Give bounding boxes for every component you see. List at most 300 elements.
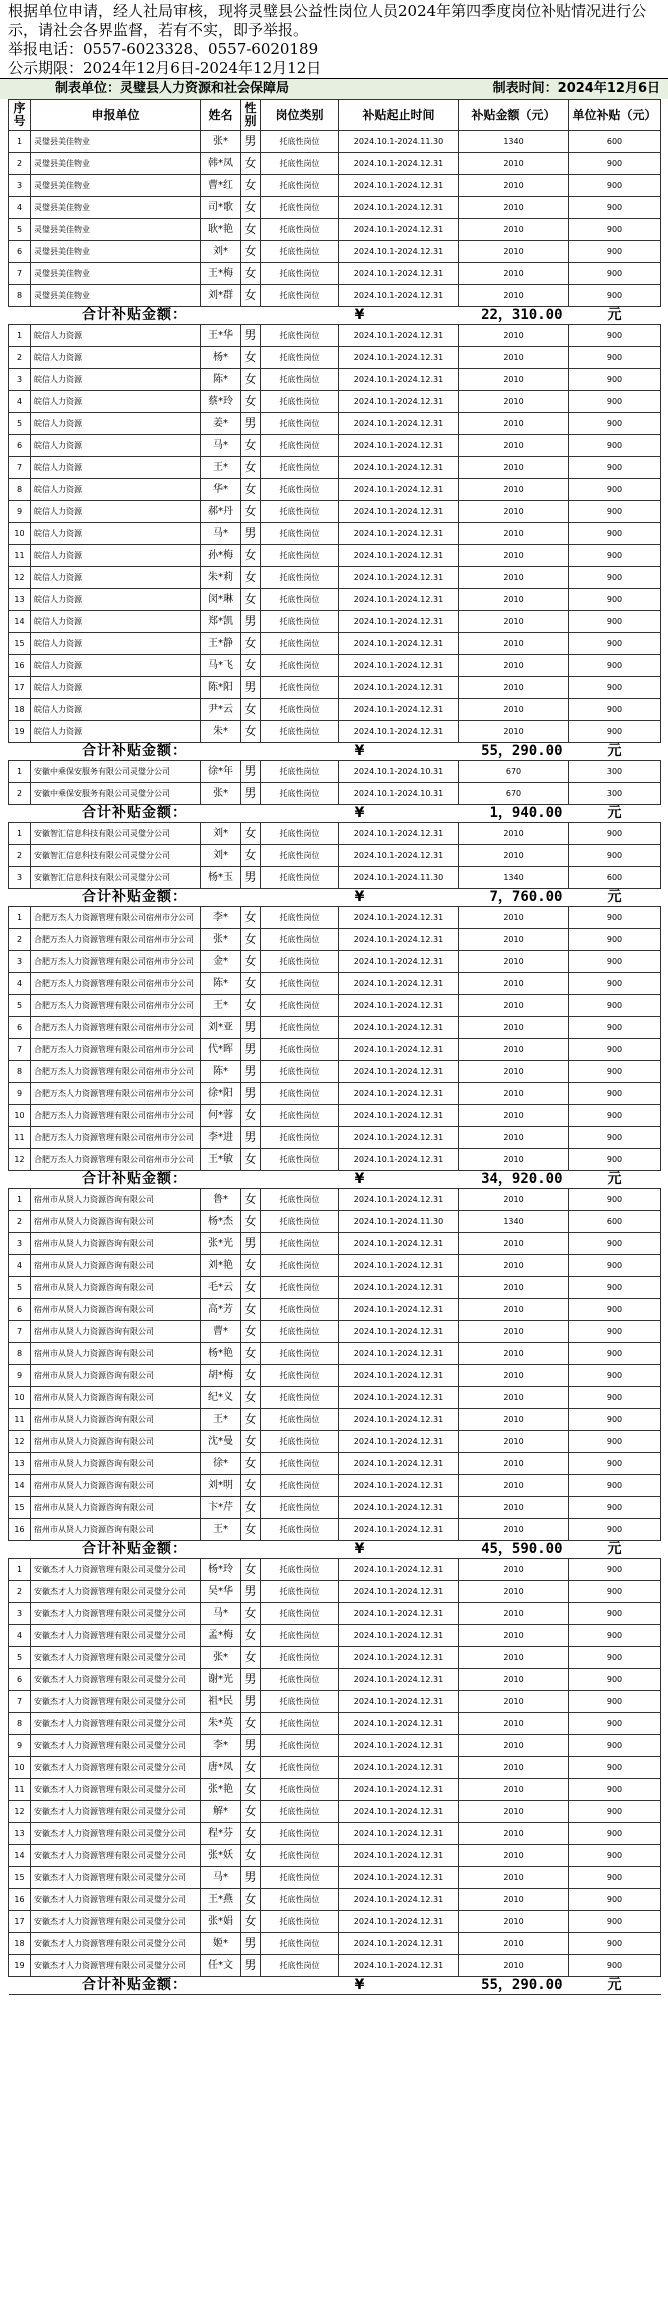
unit-cell: 合肥万杰人力资源管理有限公司宿州市分公司	[31, 1017, 201, 1039]
name-cell: 杨*玉	[201, 867, 241, 889]
seq-cell: 5	[9, 219, 31, 241]
unit-cell: 宿州市从贤人力资源咨询有限公司	[31, 1277, 201, 1299]
sex-cell: 女	[241, 1889, 261, 1911]
table-row	[9, 1039, 661, 1061]
monthly-cell: 900	[569, 1233, 661, 1255]
seq-cell: 16	[9, 1519, 31, 1541]
seq-cell: 12	[9, 567, 31, 589]
seq-cell: 1	[9, 1189, 31, 1211]
amount-cell: 2010	[459, 1845, 569, 1867]
monthly-cell: 900	[569, 1889, 661, 1911]
notice-intro: 根据单位申请，经人社局审核，现将灵璧县公益性岗位人员2024年第四季度岗位补贴情况进行公示，请社会各界监督，若有不实，即予举报。	[8, 2, 647, 39]
unit-cell: 皖信人力资源	[31, 545, 201, 567]
monthly-cell: 300	[569, 783, 661, 805]
post-cell: 托底性岗位	[261, 1127, 339, 1149]
unit-cell: 安徽杰才人力资源管理有限公司灵璧分公司	[31, 1823, 201, 1845]
seq-cell: 15	[9, 1867, 31, 1889]
seq-cell: 2	[9, 783, 31, 805]
period-cell: 2024.10.1-2024.12.31	[339, 907, 459, 929]
monthly-cell: 900	[569, 197, 661, 219]
table-row	[9, 219, 661, 241]
unit-cell: 皖信人力资源	[31, 435, 201, 457]
unit-cell: 宿州市从贤人力资源咨询有限公司	[31, 1189, 201, 1211]
yuan-unit: 元	[569, 805, 661, 823]
post-cell: 托底性岗位	[261, 369, 339, 391]
sex-cell: 女	[241, 1625, 261, 1647]
seq-cell: 9	[9, 1365, 31, 1387]
seq-cell: 13	[9, 589, 31, 611]
monthly-cell: 900	[569, 1603, 661, 1625]
yuan-unit: 元	[569, 1977, 661, 1995]
post-cell: 托底性岗位	[261, 1475, 339, 1497]
sex-cell: 男	[241, 325, 261, 347]
period-cell: 2024.10.1-2024.12.31	[339, 1453, 459, 1475]
period-cell: 2024.10.1-2024.12.31	[339, 369, 459, 391]
sex-cell: 男	[241, 1039, 261, 1061]
name-cell: 刘*亚	[201, 1017, 241, 1039]
name-cell: 张*	[201, 131, 241, 153]
amount-cell: 2010	[459, 1127, 569, 1149]
unit-cell: 宿州市从贤人力资源咨询有限公司	[31, 1497, 201, 1519]
period-cell: 2024.10.1-2024.12.31	[339, 589, 459, 611]
sex-cell: 女	[241, 907, 261, 929]
sex-cell: 男	[241, 1127, 261, 1149]
unit-cell: 灵璧县美佳物业	[31, 241, 201, 263]
monthly-cell: 900	[569, 929, 661, 951]
sex-cell: 女	[241, 655, 261, 677]
unit-cell: 宿州市从贤人力资源咨询有限公司	[31, 1299, 201, 1321]
monthly-cell: 900	[569, 1519, 661, 1541]
post-cell: 托底性岗位	[261, 845, 339, 867]
unit-cell: 合肥万杰人力资源管理有限公司宿州市分公司	[31, 1127, 201, 1149]
period-cell: 2024.10.1-2024.12.31	[339, 457, 459, 479]
table-row	[9, 1387, 661, 1409]
post-cell: 托底性岗位	[261, 131, 339, 153]
post-cell: 托底性岗位	[261, 699, 339, 721]
table-row	[9, 1559, 661, 1581]
name-cell: 陈*阳	[201, 677, 241, 699]
table-row	[9, 435, 661, 457]
name-cell: 曹*红	[201, 175, 241, 197]
period-cell: 2024.10.1-2024.11.30	[339, 1211, 459, 1233]
post-cell: 托底性岗位	[261, 263, 339, 285]
seq-cell: 5	[9, 995, 31, 1017]
period-cell: 2024.10.1-2024.12.31	[339, 1189, 459, 1211]
seq-cell: 3	[9, 1603, 31, 1625]
unit-cell: 宿州市从贤人力资源咨询有限公司	[31, 1387, 201, 1409]
name-cell: 解*	[201, 1801, 241, 1823]
name-cell: 李*	[201, 1735, 241, 1757]
table-row	[9, 589, 661, 611]
period-cell: 2024.10.1-2024.11.30	[339, 131, 459, 153]
table-meta	[0, 78, 668, 99]
table-row	[9, 823, 661, 845]
table-row	[9, 633, 661, 655]
monthly-cell: 900	[569, 1453, 661, 1475]
sex-cell: 女	[241, 435, 261, 457]
monthly-cell: 900	[569, 1691, 661, 1713]
table-row	[9, 1625, 661, 1647]
subtotal-label: 合计补贴金额：	[9, 307, 261, 325]
notice-period-value: 2024年12月6日-2024年12月12日	[83, 59, 322, 77]
post-cell: 托底性岗位	[261, 1343, 339, 1365]
unit-cell: 皖信人力资源	[31, 655, 201, 677]
amount-cell: 2010	[459, 1039, 569, 1061]
unit-cell: 宿州市从贤人力资源咨询有限公司	[31, 1255, 201, 1277]
subtotal-label: 合计补贴金额：	[9, 1171, 261, 1189]
unit-cell: 皖信人力资源	[31, 457, 201, 479]
post-cell: 托底性岗位	[261, 951, 339, 973]
amount-cell: 2010	[459, 523, 569, 545]
amount-cell: 1340	[459, 867, 569, 889]
yen-sign: ¥	[261, 307, 459, 325]
name-cell: 孟*梅	[201, 1625, 241, 1647]
sex-cell: 女	[241, 1713, 261, 1735]
period-cell: 2024.10.1-2024.12.31	[339, 1105, 459, 1127]
monthly-cell: 900	[569, 1647, 661, 1669]
name-cell: 杨*玲	[201, 1559, 241, 1581]
subtotal-amount: 1，940.00	[459, 805, 569, 823]
unit-cell: 皖信人力资源	[31, 721, 201, 743]
subtotal-amount: 55，290.00	[459, 1977, 569, 1995]
seq-cell: 6	[9, 435, 31, 457]
sex-cell: 女	[241, 197, 261, 219]
unit-cell: 安徽中乘保安服务有限公司灵璧分公司	[31, 783, 201, 805]
sex-cell: 女	[241, 1189, 261, 1211]
monthly-cell: 900	[569, 567, 661, 589]
table-row	[9, 973, 661, 995]
table-row	[9, 1409, 661, 1431]
table-row	[9, 1779, 661, 1801]
unit-cell: 皖信人力资源	[31, 589, 201, 611]
period-cell: 2024.10.1-2024.12.31	[339, 479, 459, 501]
name-cell: 郝*丹	[201, 501, 241, 523]
amount-cell: 1340	[459, 131, 569, 153]
name-cell: 王*	[201, 995, 241, 1017]
period-cell: 2024.10.1-2024.11.30	[339, 867, 459, 889]
monthly-cell: 900	[569, 1083, 661, 1105]
amount-cell: 2010	[459, 1387, 569, 1409]
post-cell: 托底性岗位	[261, 1211, 339, 1233]
amount-cell: 2010	[459, 1431, 569, 1453]
amount-cell: 2010	[459, 589, 569, 611]
amount-cell: 2010	[459, 1647, 569, 1669]
seq-cell: 14	[9, 1475, 31, 1497]
monthly-cell: 900	[569, 1933, 661, 1955]
unit-cell: 宿州市从贤人力资源咨询有限公司	[31, 1343, 201, 1365]
monthly-cell: 600	[569, 867, 661, 889]
period-cell: 2024.10.1-2024.12.31	[339, 153, 459, 175]
amount-cell: 2010	[459, 1691, 569, 1713]
monthly-cell: 900	[569, 1581, 661, 1603]
made-date: 制表时间：2024年12月6日	[492, 81, 660, 96]
monthly-cell: 900	[569, 699, 661, 721]
subtotal-label: 合计补贴金额：	[9, 743, 261, 761]
table-row	[9, 907, 661, 929]
name-cell: 何*蓉	[201, 1105, 241, 1127]
amount-cell: 2010	[459, 721, 569, 743]
sex-cell: 男	[241, 1691, 261, 1713]
table-row	[9, 545, 661, 567]
unit-cell: 宿州市从贤人力资源咨询有限公司	[31, 1519, 201, 1541]
monthly-cell: 900	[569, 1039, 661, 1061]
amount-cell: 2010	[459, 1299, 569, 1321]
monthly-cell: 900	[569, 435, 661, 457]
post-cell: 托底性岗位	[261, 823, 339, 845]
name-cell: 朱*英	[201, 1713, 241, 1735]
period-cell: 2024.10.1-2024.12.31	[339, 655, 459, 677]
post-cell: 托底性岗位	[261, 973, 339, 995]
sex-cell: 女	[241, 391, 261, 413]
name-cell: 张*光	[201, 1233, 241, 1255]
amount-cell: 2010	[459, 219, 569, 241]
table-row	[9, 1603, 661, 1625]
table-row	[9, 867, 661, 889]
subtotal-label: 合计补贴金额：	[9, 889, 261, 907]
post-cell: 托底性岗位	[261, 523, 339, 545]
seq-cell: 3	[9, 175, 31, 197]
post-cell: 托底性岗位	[261, 867, 339, 889]
table-row	[9, 1581, 661, 1603]
table-row	[9, 995, 661, 1017]
monthly-cell: 900	[569, 219, 661, 241]
period-cell: 2024.10.1-2024.12.31	[339, 1083, 459, 1105]
sex-cell: 女	[241, 929, 261, 951]
monthly-cell: 900	[569, 325, 661, 347]
amount-cell: 2010	[459, 153, 569, 175]
name-cell: 耿*艳	[201, 219, 241, 241]
sex-cell: 女	[241, 1409, 261, 1431]
unit-cell: 安徽杰才人力资源管理有限公司灵璧分公司	[31, 1867, 201, 1889]
sex-cell: 女	[241, 845, 261, 867]
unit-cell: 安徽杰才人力资源管理有限公司灵璧分公司	[31, 1625, 201, 1647]
sex-cell: 男	[241, 1017, 261, 1039]
period-cell: 2024.10.1-2024.12.31	[339, 1823, 459, 1845]
unit-cell: 皖信人力资源	[31, 325, 201, 347]
seq-cell: 10	[9, 523, 31, 545]
unit-cell: 皖信人力资源	[31, 523, 201, 545]
seq-cell: 15	[9, 633, 31, 655]
amount-cell: 2010	[459, 1105, 569, 1127]
table-row	[9, 1757, 661, 1779]
table-row	[9, 1845, 661, 1867]
table-row	[9, 677, 661, 699]
sex-cell: 女	[241, 1757, 261, 1779]
monthly-cell: 900	[569, 241, 661, 263]
monthly-cell: 900	[569, 1757, 661, 1779]
name-cell: 金*	[201, 951, 241, 973]
sex-cell: 女	[241, 1475, 261, 1497]
period-cell: 2024.10.1-2024.12.31	[339, 1321, 459, 1343]
name-cell: 胡*梅	[201, 1365, 241, 1387]
sex-cell: 女	[241, 633, 261, 655]
yen-sign: ¥	[261, 1171, 459, 1189]
monthly-cell: 900	[569, 1409, 661, 1431]
seq-cell: 10	[9, 1757, 31, 1779]
monthly-cell: 900	[569, 721, 661, 743]
seq-cell: 12	[9, 1431, 31, 1453]
monthly-cell: 900	[569, 655, 661, 677]
col-period: 补贴起止时间	[339, 100, 459, 131]
name-cell: 姜*	[201, 413, 241, 435]
period-cell: 2024.10.1-2024.12.31	[339, 1431, 459, 1453]
yen-sign: ¥	[261, 889, 459, 907]
monthly-cell: 900	[569, 1255, 661, 1277]
monthly-cell: 900	[569, 1321, 661, 1343]
period-cell: 2024.10.1-2024.12.31	[339, 1889, 459, 1911]
unit-cell: 安徽杰才人力资源管理有限公司灵璧分公司	[31, 1757, 201, 1779]
col-amount: 补贴金额（元）	[459, 100, 569, 131]
table-row	[9, 413, 661, 435]
period-cell: 2024.10.1-2024.12.31	[339, 677, 459, 699]
post-cell: 托底性岗位	[261, 1889, 339, 1911]
table-row	[9, 699, 661, 721]
post-cell: 托底性岗位	[261, 413, 339, 435]
monthly-cell: 900	[569, 1127, 661, 1149]
post-cell: 托底性岗位	[261, 761, 339, 783]
name-cell: 张*	[201, 1647, 241, 1669]
period-cell: 2024.10.1-2024.12.31	[339, 435, 459, 457]
unit-cell: 安徽杰才人力资源管理有限公司灵璧分公司	[31, 1735, 201, 1757]
seq-cell: 1	[9, 131, 31, 153]
table-row	[9, 197, 661, 219]
name-cell: 孙*梅	[201, 545, 241, 567]
sex-cell: 女	[241, 153, 261, 175]
unit-cell: 皖信人力资源	[31, 347, 201, 369]
period-cell: 2024.10.1-2024.12.31	[339, 197, 459, 219]
post-cell: 托底性岗位	[261, 1189, 339, 1211]
amount-cell: 2010	[459, 1017, 569, 1039]
table-row	[9, 1867, 661, 1889]
table-row	[9, 1955, 661, 1977]
sex-cell: 女	[241, 369, 261, 391]
name-cell: 李*进	[201, 1127, 241, 1149]
sex-cell: 女	[241, 721, 261, 743]
period-cell: 2024.10.1-2024.12.31	[339, 721, 459, 743]
sex-cell: 女	[241, 545, 261, 567]
seq-cell: 1	[9, 823, 31, 845]
period-cell: 2024.10.1-2024.12.31	[339, 1867, 459, 1889]
amount-cell: 2010	[459, 347, 569, 369]
name-cell: 杨*杰	[201, 1211, 241, 1233]
unit-cell: 灵璧县美佳物业	[31, 197, 201, 219]
sex-cell: 男	[241, 131, 261, 153]
seq-cell: 10	[9, 1105, 31, 1127]
table-row	[9, 1735, 661, 1757]
monthly-cell: 900	[569, 391, 661, 413]
table-row	[9, 721, 661, 743]
amount-cell: 2010	[459, 907, 569, 929]
subtotal-label: 合计补贴金额：	[9, 1541, 261, 1559]
report-phone-label: 举报电话：	[8, 40, 84, 58]
period-cell: 2024.10.1-2024.12.31	[339, 1757, 459, 1779]
unit-cell: 合肥万杰人力资源管理有限公司宿州市分公司	[31, 1061, 201, 1083]
sex-cell: 女	[241, 263, 261, 285]
table-row	[9, 1933, 661, 1955]
period-cell: 2024.10.1-2024.12.31	[339, 241, 459, 263]
seq-cell: 1	[9, 907, 31, 929]
name-cell: 陈*	[201, 369, 241, 391]
period-cell: 2024.10.1-2024.12.31	[339, 973, 459, 995]
period-cell: 2024.10.1-2024.12.31	[339, 1559, 459, 1581]
seq-cell: 17	[9, 1911, 31, 1933]
unit-cell: 合肥万杰人力资源管理有限公司宿州市分公司	[31, 1149, 201, 1171]
table-row	[9, 929, 661, 951]
amount-cell: 2010	[459, 1497, 569, 1519]
seq-cell: 6	[9, 241, 31, 263]
name-cell: 曹*	[201, 1321, 241, 1343]
amount-cell: 2010	[459, 1889, 569, 1911]
period-cell: 2024.10.1-2024.12.31	[339, 1519, 459, 1541]
seq-cell: 7	[9, 1321, 31, 1343]
name-cell: 刘*	[201, 241, 241, 263]
sex-cell: 女	[241, 241, 261, 263]
period-cell: 2024.10.1-2024.12.31	[339, 175, 459, 197]
period-cell: 2024.10.1-2024.12.31	[339, 347, 459, 369]
post-cell: 托底性岗位	[261, 1061, 339, 1083]
table-row	[9, 1211, 661, 1233]
post-cell: 托底性岗位	[261, 1387, 339, 1409]
post-cell: 托底性岗位	[261, 1713, 339, 1735]
col-name: 姓名	[201, 100, 241, 131]
post-cell: 托底性岗位	[261, 1955, 339, 1977]
period-cell: 2024.10.1-2024.12.31	[339, 567, 459, 589]
sex-cell: 女	[241, 823, 261, 845]
period-cell: 2024.10.1-2024.12.31	[339, 1277, 459, 1299]
yuan-unit: 元	[569, 889, 661, 907]
seq-cell: 7	[9, 1691, 31, 1713]
unit-cell: 灵璧县美佳物业	[31, 219, 201, 241]
sex-cell: 女	[241, 1387, 261, 1409]
unit-cell: 安徽杰才人力资源管理有限公司灵璧分公司	[31, 1889, 201, 1911]
seq-cell: 8	[9, 285, 31, 307]
sex-cell: 男	[241, 783, 261, 805]
seq-cell: 10	[9, 1387, 31, 1409]
notice-period-label: 公示期限：	[8, 59, 84, 77]
amount-cell: 2010	[459, 391, 569, 413]
post-cell: 托底性岗位	[261, 1255, 339, 1277]
seq-cell: 4	[9, 197, 31, 219]
subtotal-label: 合计补贴金额：	[9, 805, 261, 823]
sex-cell: 女	[241, 1823, 261, 1845]
yuan-unit: 元	[569, 743, 661, 761]
period-cell: 2024.10.1-2024.12.31	[339, 285, 459, 307]
post-cell: 托底性岗位	[261, 1233, 339, 1255]
name-cell: 蔡*玲	[201, 391, 241, 413]
period-cell: 2024.10.1-2024.12.31	[339, 845, 459, 867]
unit-cell: 皖信人力资源	[31, 677, 201, 699]
seq-cell: 6	[9, 1299, 31, 1321]
table-row	[9, 1017, 661, 1039]
period-cell: 2024.10.1-2024.12.31	[339, 823, 459, 845]
monthly-cell: 900	[569, 1017, 661, 1039]
table-row	[9, 611, 661, 633]
monthly-cell: 900	[569, 1911, 661, 1933]
amount-cell: 2010	[459, 545, 569, 567]
name-cell: 高*芳	[201, 1299, 241, 1321]
post-cell: 托底性岗位	[261, 1409, 339, 1431]
amount-cell: 2010	[459, 611, 569, 633]
unit-cell: 安徽杰才人力资源管理有限公司灵璧分公司	[31, 1691, 201, 1713]
unit-cell: 皖信人力资源	[31, 567, 201, 589]
name-cell: 马*飞	[201, 655, 241, 677]
unit-cell: 皖信人力资源	[31, 633, 201, 655]
unit-cell: 安徽智汇信息科技有限公司灵璧分公司	[31, 867, 201, 889]
period-cell: 2024.10.1-2024.12.31	[339, 1581, 459, 1603]
name-cell: 郑*凯	[201, 611, 241, 633]
period-cell: 2024.10.1-2024.12.31	[339, 1691, 459, 1713]
period-cell: 2024.10.1-2024.12.31	[339, 995, 459, 1017]
